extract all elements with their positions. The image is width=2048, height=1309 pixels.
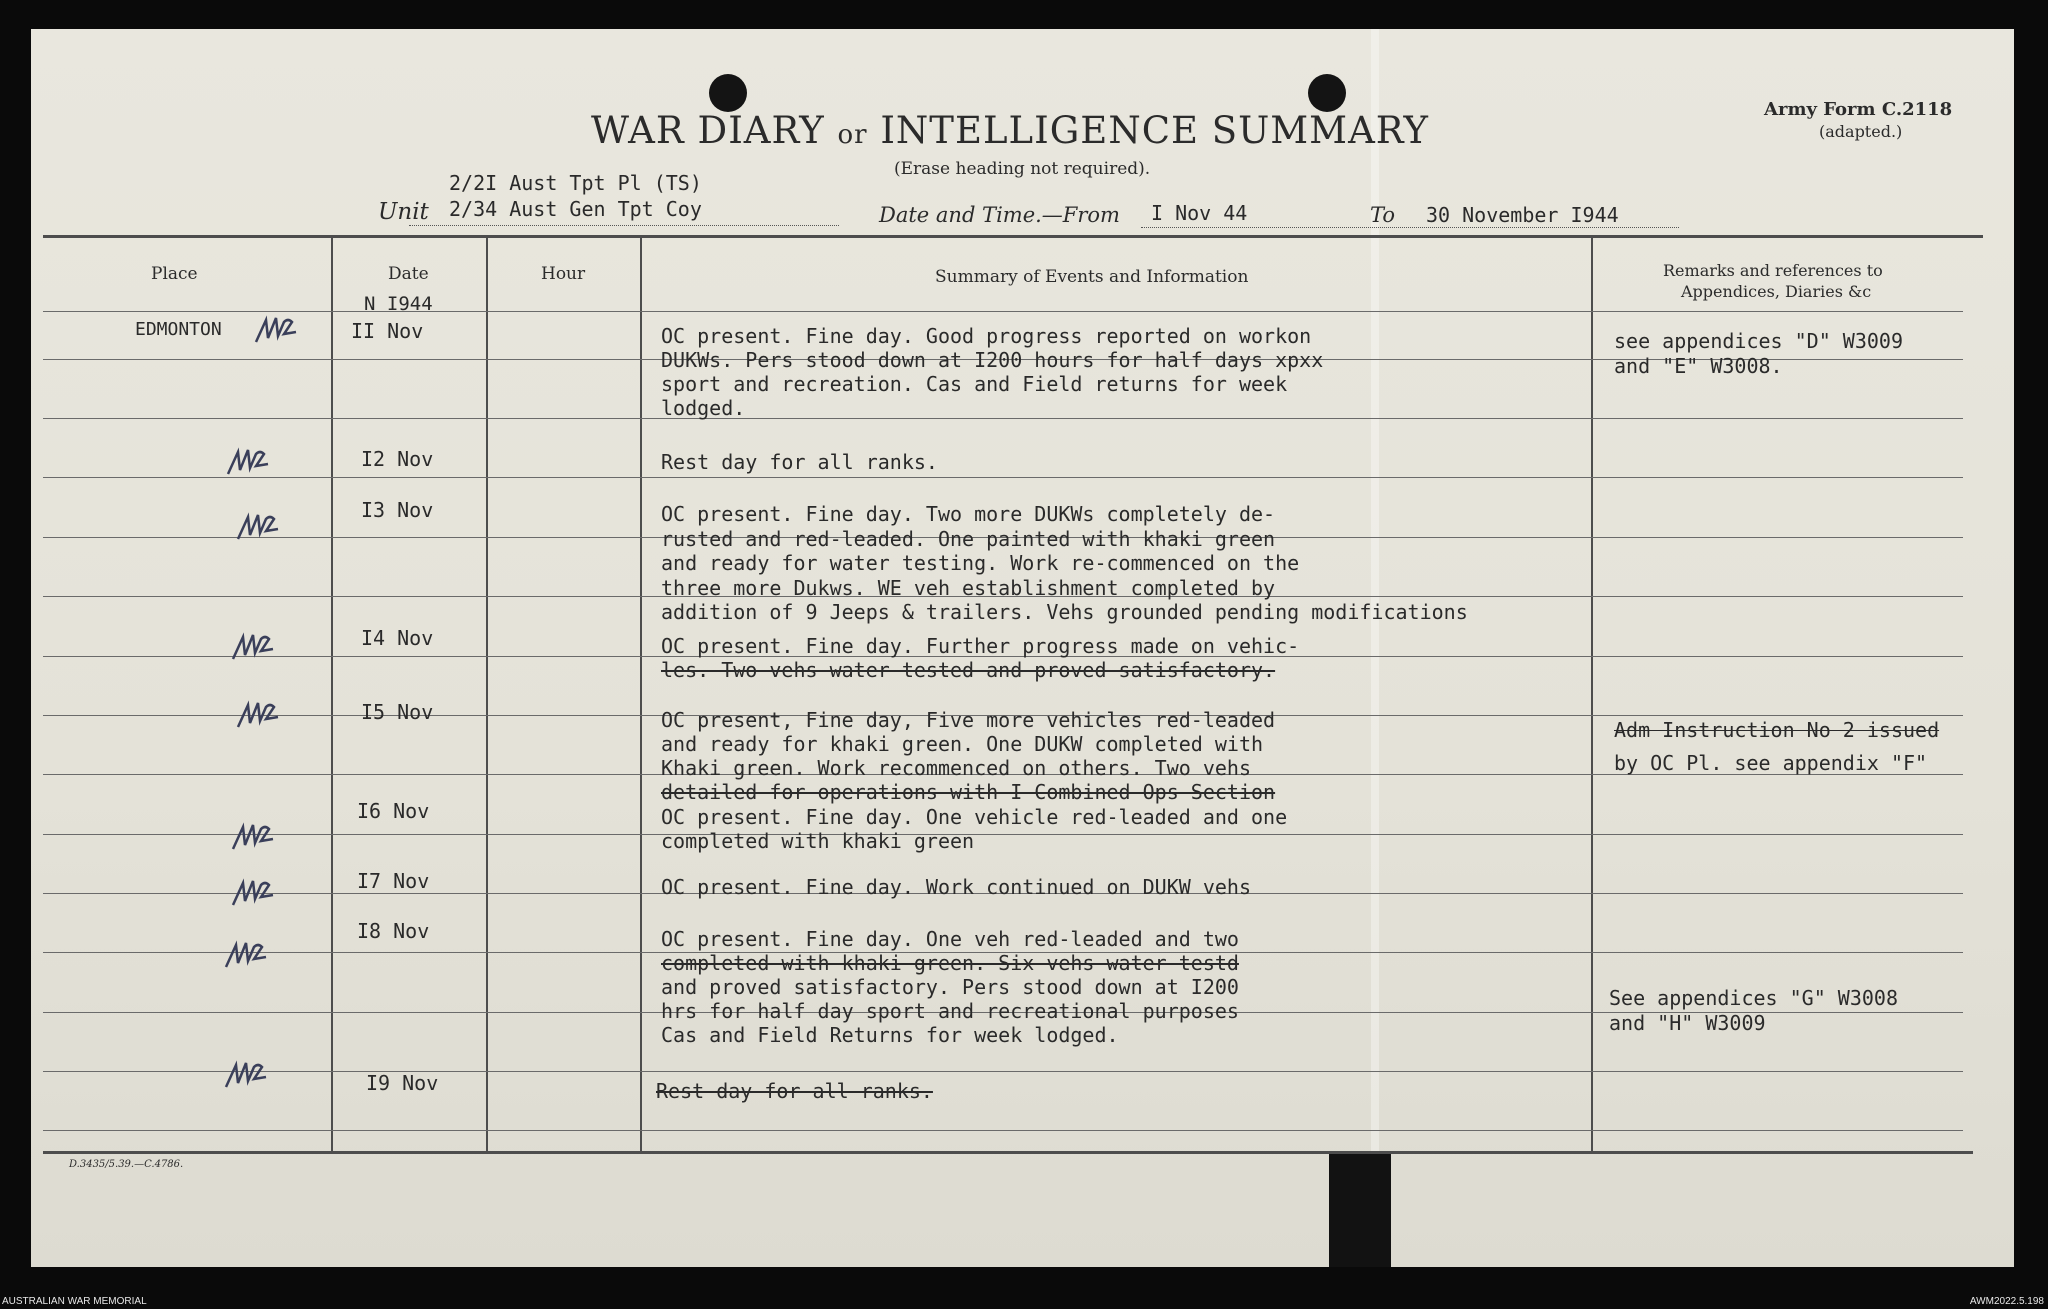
army-form-adapted: (adapted.) bbox=[1819, 122, 1903, 141]
punch-hole bbox=[1308, 74, 1346, 112]
col-header-place: Place bbox=[151, 264, 198, 284]
initials-signature bbox=[236, 697, 282, 731]
remarks-line: and "E" W3008. bbox=[1614, 354, 1783, 378]
summary-line: completed with khaki green bbox=[661, 829, 975, 853]
entry-date: I2 Nov bbox=[361, 447, 434, 471]
paper-tear bbox=[1329, 1152, 1391, 1267]
summary-line: and ready for khaki green. One DUKW completed with bbox=[661, 732, 1264, 756]
initials-signature bbox=[231, 629, 277, 663]
summary-line: Rest day for all ranks. bbox=[656, 1079, 933, 1103]
from-date: I Nov 44 bbox=[1151, 201, 1248, 225]
col-header-summary: Summary of Events and Information bbox=[935, 267, 1249, 287]
summary-line: DUKWs. Pers stood down at I200 hours for half days xpxx bbox=[661, 348, 1324, 372]
initials-signature bbox=[231, 875, 277, 909]
initials-signature bbox=[254, 312, 300, 346]
col-header-date: Date bbox=[388, 264, 429, 284]
entry-summary bbox=[656, 1079, 933, 1103]
col-divider bbox=[331, 236, 333, 1153]
summary-line: OC present. Fine day. Two more DUKWs completely de- bbox=[661, 502, 1276, 526]
summary-line: and ready for water testing. Work re-commenced on the bbox=[661, 551, 1300, 575]
footer-credit: AUSTRALIAN WAR MEMORIAL bbox=[2, 1296, 147, 1307]
entry-summary bbox=[661, 708, 1275, 804]
entry-date: I4 Nov bbox=[361, 626, 434, 650]
remarks-entry bbox=[1614, 714, 1939, 780]
footer-accession: AWM2022.5.198 bbox=[1969, 1296, 2044, 1307]
initials-signature bbox=[224, 937, 270, 971]
initials-signature bbox=[236, 509, 282, 543]
col-header-remarks-1: Remarks and references to bbox=[1663, 261, 1883, 280]
summary-line: addition of 9 Jeeps & trailers. Vehs grounded pending modifications bbox=[661, 600, 1468, 624]
entry-summary bbox=[661, 450, 938, 474]
entry-date: I8 Nov bbox=[357, 919, 430, 943]
summary-line: hrs for half day sport and recreational purposes bbox=[661, 999, 1239, 1023]
summary-line: OC present. Fine day. Good progress reported on workon bbox=[661, 324, 1312, 348]
initials-signature bbox=[231, 819, 277, 853]
erase-note: (Erase heading not required). bbox=[894, 159, 1151, 179]
entry-summary bbox=[661, 502, 1468, 625]
summary-line: OC present, Fine day, Five more vehicles red-leaded bbox=[661, 708, 1276, 732]
remarks-line: See appendices "G" W3008 bbox=[1609, 986, 1898, 1010]
punch-hole bbox=[709, 74, 747, 112]
col-divider bbox=[640, 236, 642, 1153]
col-divider bbox=[1591, 236, 1593, 1153]
initials-signature bbox=[224, 1057, 270, 1091]
army-form-label: Army Form C.2118 bbox=[1764, 99, 1953, 120]
summary-line: lodged. bbox=[661, 396, 746, 420]
entry-summary bbox=[661, 927, 1239, 1047]
summary-line: Cas and Field Returns for week lodged. bbox=[661, 1023, 1119, 1047]
entry-date: II Nov bbox=[351, 319, 424, 343]
row-rule bbox=[43, 1071, 1963, 1072]
entry-summary bbox=[661, 324, 1323, 420]
row-rule bbox=[43, 1130, 1963, 1131]
to-date: 30 November I944 bbox=[1426, 203, 1619, 227]
initials-signature bbox=[226, 444, 272, 478]
form-print-code: D.3435/5.39.—C.4786. bbox=[69, 1159, 184, 1170]
entry-date: I5 Nov bbox=[361, 700, 434, 724]
title-or: or bbox=[837, 120, 868, 150]
summary-line: OC present. Fine day. One vehicle red-leaded and one bbox=[661, 805, 1288, 829]
entry-summary bbox=[661, 634, 1299, 682]
summary-line: and proved satisfactory. Pers stood down at I200 bbox=[661, 975, 1239, 999]
remarks-line: and "H" W3009 bbox=[1609, 1011, 1766, 1035]
entry-date: I6 Nov bbox=[357, 799, 430, 823]
page-title bbox=[591, 109, 1429, 152]
summary-line: rusted and red-leaded. One painted with khaki green bbox=[661, 526, 1276, 551]
summary-line: OC present. Fine day. One veh red-leaded and two bbox=[661, 927, 1239, 951]
col-header-hour: Hour bbox=[541, 264, 586, 284]
summary-line: Rest day for all ranks. bbox=[661, 450, 938, 474]
summary-line: OC present. Fine day. Further progress made on vehic- bbox=[661, 634, 1300, 658]
unit-underline bbox=[409, 225, 839, 226]
col-divider bbox=[486, 236, 488, 1153]
summary-line: detailed for operations with I Combined Ops Section bbox=[661, 780, 1276, 804]
summary-line: three more Dukws. WE veh establishment completed by bbox=[661, 575, 1276, 600]
summary-line: sport and recreation. Cas and Field returns for week bbox=[661, 372, 1288, 396]
date-underline bbox=[1141, 227, 1679, 228]
date-time-label: Date and Time.—From bbox=[879, 203, 1120, 227]
summary-line: Khaki green. Work recommenced on others. Two vehs bbox=[661, 756, 1252, 780]
entry-summary bbox=[661, 875, 1251, 899]
unit-line-2: 2/34 Aust Gen Tpt Coy bbox=[449, 197, 702, 221]
row-rule bbox=[43, 477, 1963, 478]
entry-date: I7 Nov bbox=[357, 869, 430, 893]
remarks-entry bbox=[1609, 986, 1898, 1036]
remarks-line: by OC Pl. see appendix "F" bbox=[1614, 751, 1928, 775]
summary-line: OC present. Fine day. Work continued on DUKW vehs bbox=[661, 875, 1252, 899]
remarks-entry bbox=[1614, 329, 1903, 379]
col-header-remarks-2: Appendices, Diaries &c bbox=[1681, 282, 1872, 301]
title-second: INTELLIGENCE SUMMARY bbox=[880, 109, 1429, 152]
summary-line: completed with khaki green. Six vehs water testd bbox=[661, 951, 1239, 975]
unit-label: Unit bbox=[378, 199, 429, 225]
entry-date: I9 Nov bbox=[366, 1071, 439, 1095]
entry-date: I3 Nov bbox=[361, 498, 434, 522]
summary-line: les. Two vehs water tested and proved satisfactory. bbox=[661, 658, 1276, 682]
entry-summary bbox=[661, 805, 1287, 853]
date-month-subheader: N I944 bbox=[364, 293, 433, 315]
place-value: EDMONTON bbox=[135, 319, 222, 340]
diary-page bbox=[31, 29, 2014, 1267]
remarks-line: Adm Instruction No 2 issued bbox=[1614, 718, 1940, 742]
table-top-rule bbox=[43, 235, 1983, 238]
header-rule bbox=[43, 311, 1963, 312]
to-label: To bbox=[1370, 203, 1396, 227]
title-main: WAR DIARY bbox=[591, 109, 825, 152]
unit-line-1: 2/2I Aust Tpt Pl (TS) bbox=[449, 171, 702, 195]
remarks-line: see appendices "D" W3009 bbox=[1614, 329, 1903, 353]
